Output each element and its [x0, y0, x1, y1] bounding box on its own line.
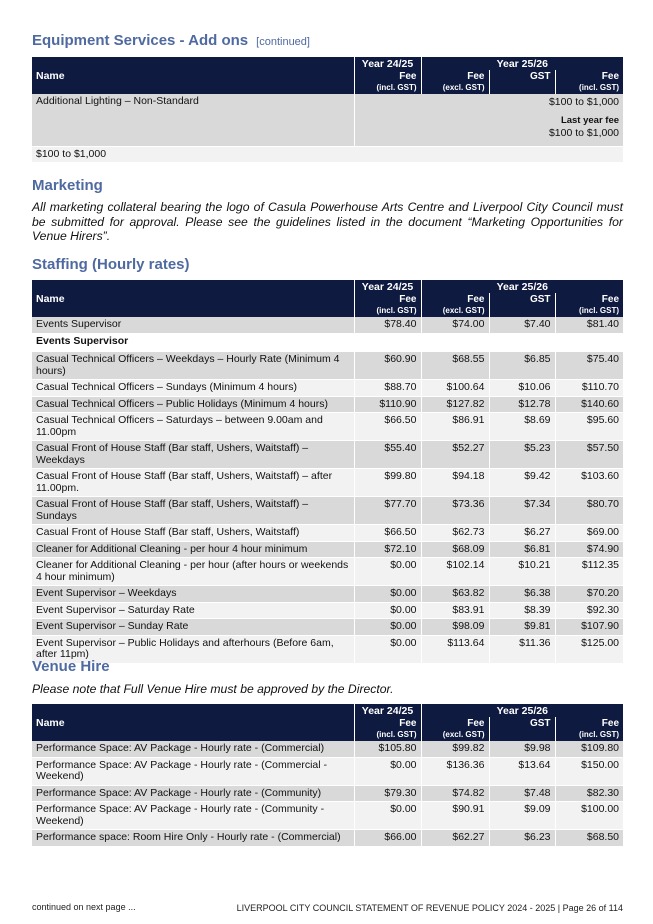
col-header-gst: GST: [489, 293, 555, 317]
footer-continued: continued on next page ...: [32, 902, 136, 912]
footer-title: LIVERPOOL CITY COUNCIL STATEMENT OF REVENUE POLICY 2024 - 2025 | Page 26 of 114: [236, 903, 623, 913]
cell-fee-excl: $113.64: [421, 635, 489, 663]
cell-fee-incl: $69.00: [555, 525, 623, 542]
cell-fee-2425: $105.80: [354, 741, 421, 757]
cell-name: Event Supervisor – Saturday Rate: [32, 602, 354, 619]
cell-gst: $8.39: [489, 602, 555, 619]
venue-title: Venue Hire: [32, 658, 110, 675]
marketing-title: Marketing: [32, 177, 103, 194]
cell-fee-excl: $68.55: [421, 352, 489, 380]
cell-fee-2425: $66.50: [354, 525, 421, 542]
cell-gst: $6.27: [489, 525, 555, 542]
cell-fee-2425: $99.80: [354, 469, 421, 497]
cell-name: Casual Front of House Staff (Bar staff, Ushers, Waitstaff) – Sundays: [32, 497, 354, 525]
cell-gst: $10.06: [489, 380, 555, 397]
row-name: Additional Lighting – Non-Standard: [32, 94, 354, 146]
continued-label: [continued]: [256, 36, 310, 48]
cell-fee-incl: $140.60: [555, 396, 623, 413]
cell-fee-excl: $74.82: [421, 785, 489, 802]
cell-name: Casual Technical Officers – Public Holidays (Minimum 4 hours): [32, 396, 354, 413]
cell-fee-incl: $103.60: [555, 469, 623, 497]
cell-fee-excl: $73.36: [421, 497, 489, 525]
cell-gst: $7.40: [489, 317, 555, 333]
col-header-name: Name: [32, 280, 354, 317]
subheading: Events Supervisor: [32, 333, 623, 352]
table-row: [32, 757, 623, 785]
col-header-name: Name: [32, 57, 354, 94]
table-row: [32, 441, 623, 469]
cell-fee-excl: $99.82: [421, 741, 489, 757]
col-header-fee-excl: Fee (excl. GST): [421, 717, 489, 741]
cell-fee-incl: $74.90: [555, 541, 623, 558]
cell-fee-incl: $75.40: [555, 352, 623, 380]
table-row: [32, 541, 623, 558]
staffing-table: [32, 280, 623, 664]
table-row: [32, 558, 623, 586]
cell-fee-excl: $68.09: [421, 541, 489, 558]
col-header-fee-excl: Fee (excl. GST): [421, 293, 489, 317]
cell-gst: $8.69: [489, 413, 555, 441]
table-row: [32, 396, 623, 413]
cell-fee-incl: $110.70: [555, 380, 623, 397]
col-header-year1: Year 24/25: [354, 57, 421, 70]
cell-name: Casual Technical Officers – Sundays (Minimum 4 hours): [32, 380, 354, 397]
table-row: [32, 413, 623, 441]
table-row: [32, 602, 623, 619]
cell-fee-incl: $107.90: [555, 619, 623, 636]
cell-fee-2425: $77.70: [354, 497, 421, 525]
table-row: [32, 525, 623, 542]
cell-gst: $12.78: [489, 396, 555, 413]
equipment-table: [32, 57, 623, 163]
cell-gst: $9.42: [489, 469, 555, 497]
cell-name: Performance Space: AV Package - Hourly rate - (Commercial - Weekend): [32, 757, 354, 785]
cell-name: Performance space: Room Hire Only - Hourly rate - (Commercial): [32, 830, 354, 847]
col-header-name: Name: [32, 704, 354, 741]
table-row: [32, 146, 623, 163]
cell-gst: $9.98: [489, 741, 555, 757]
col-header-fee-incl: Fee (incl. GST): [354, 70, 421, 94]
cell-name: Cleaner for Additional Cleaning - per hour (after hours or weekends 4 hour minimum): [32, 558, 354, 586]
cell-gst: $6.81: [489, 541, 555, 558]
marketing-text: All marketing collateral bearing the logo of Casula Powerhouse Arts Centre and Liverpool City Council must be submitted for approval. Please see the guidelines listed in the document “Marketing Opportunities for Venue Hirers”.: [32, 200, 623, 243]
col-header-fee-incl: Fee (incl. GST): [354, 717, 421, 741]
cell-fee-incl: $112.35: [555, 558, 623, 586]
cell-fee-excl: $63.82: [421, 586, 489, 603]
staffing-title: Staffing (Hourly rates): [32, 256, 190, 273]
row-below-value: $100 to $1,000: [32, 146, 623, 163]
cell-fee-excl: $102.14: [421, 558, 489, 586]
cell-name: Cleaner for Additional Cleaning - per hour 4 hour minimum: [32, 541, 354, 558]
cell-fee-excl: $94.18: [421, 469, 489, 497]
cell-fee-excl: $62.73: [421, 525, 489, 542]
cell-gst: $6.38: [489, 586, 555, 603]
cell-fee-excl: $98.09: [421, 619, 489, 636]
cell-fee-2425: $78.40: [354, 317, 421, 333]
cell-fee-incl: $125.00: [555, 635, 623, 663]
subheading-row: [32, 333, 623, 352]
cell-gst: $13.64: [489, 757, 555, 785]
cell-fee-incl: $92.30: [555, 602, 623, 619]
cell-name: Casual Front of House Staff (Bar staff, Ushers, Waitstaff) – Weekdays: [32, 441, 354, 469]
cell-name: Casual Technical Officers – Weekdays – Hourly Rate (Minimum 4 hours): [32, 352, 354, 380]
col-header-year2: Year 25/26: [421, 704, 623, 717]
cell-fee-2425: $72.10: [354, 541, 421, 558]
cell-fee-2425: $0.00: [354, 757, 421, 785]
cell-fee-2425: $79.30: [354, 785, 421, 802]
cell-fee-2425: $0.00: [354, 586, 421, 603]
table-row: [32, 317, 623, 333]
cell-fee-excl: $74.00: [421, 317, 489, 333]
col-header-fee-incl-2: Fee (incl. GST): [555, 70, 623, 94]
cell-fee-incl: $80.70: [555, 497, 623, 525]
cell-name: Event Supervisor – Public Holidays and afterhours (Before 6am, after 11pm): [32, 635, 354, 663]
cell-fee-excl: $90.91: [421, 802, 489, 830]
equipment-section-title: [32, 32, 310, 49]
table-row: [32, 586, 623, 603]
table-row: [32, 380, 623, 397]
cell-fee-incl: $150.00: [555, 757, 623, 785]
cell-fee-2425: $110.90: [354, 396, 421, 413]
cell-gst: $9.81: [489, 619, 555, 636]
cell-fee-incl: $81.40: [555, 317, 623, 333]
cell-fee-2425: $66.50: [354, 413, 421, 441]
row-fee-range: $100 to $1,000 Last year fee $100 to $1,000: [354, 94, 623, 146]
table-row: [32, 830, 623, 847]
equipment-title: Equipment Services - Add ons: [32, 32, 249, 49]
col-header-gst: GST: [489, 70, 555, 94]
cell-gst: $9.09: [489, 802, 555, 830]
cell-gst: $10.21: [489, 558, 555, 586]
cell-fee-2425: $88.70: [354, 380, 421, 397]
col-header-year1: Year 24/25: [354, 280, 421, 293]
cell-name: Performance Space: AV Package - Hourly rate - (Commercial): [32, 741, 354, 757]
cell-gst: $7.34: [489, 497, 555, 525]
col-header-fee-excl: Fee (excl. GST): [421, 70, 489, 94]
col-header-year1: Year 24/25: [354, 704, 421, 717]
cell-gst: $6.23: [489, 830, 555, 847]
cell-gst: $7.48: [489, 785, 555, 802]
table-row: [32, 469, 623, 497]
cell-name: Casual Front of House Staff (Bar staff, Ushers, Waitstaff): [32, 525, 354, 542]
cell-name: Performance Space: AV Package - Hourly rate - (Community - Weekend): [32, 802, 354, 830]
cell-fee-2425: $55.40: [354, 441, 421, 469]
cell-fee-excl: $127.82: [421, 396, 489, 413]
cell-gst: $5.23: [489, 441, 555, 469]
venue-table: [32, 704, 623, 847]
venue-text: Please note that Full Venue Hire must be approved by the Director.: [32, 682, 394, 696]
cell-fee-2425: $66.00: [354, 830, 421, 847]
cell-name: Casual Technical Officers – Saturdays – between 9.00am and 11.00pm: [32, 413, 354, 441]
table-row: [32, 94, 623, 146]
cell-name: Performance Space: AV Package - Hourly rate - (Community): [32, 785, 354, 802]
col-header-fee-incl: Fee (incl. GST): [354, 293, 421, 317]
cell-fee-excl: $52.27: [421, 441, 489, 469]
cell-fee-incl: $57.50: [555, 441, 623, 469]
cell-fee-incl: $70.20: [555, 586, 623, 603]
col-header-year2: Year 25/26: [421, 57, 623, 70]
cell-fee-2425: $0.00: [354, 619, 421, 636]
col-header-year2: Year 25/26: [421, 280, 623, 293]
cell-name: Events Supervisor: [32, 317, 354, 333]
table-row: [32, 497, 623, 525]
cell-gst: $6.85: [489, 352, 555, 380]
cell-fee-incl: $109.80: [555, 741, 623, 757]
col-header-gst: GST: [489, 717, 555, 741]
table-row: [32, 619, 623, 636]
cell-fee-excl: $62.27: [421, 830, 489, 847]
col-header-fee-incl-2: Fee (incl. GST): [555, 293, 623, 317]
cell-fee-incl: $95.60: [555, 413, 623, 441]
col-header-fee-incl-2: Fee (incl. GST): [555, 717, 623, 741]
cell-fee-2425: $60.90: [354, 352, 421, 380]
cell-fee-incl: $100.00: [555, 802, 623, 830]
cell-name: Event Supervisor – Sunday Rate: [32, 619, 354, 636]
cell-fee-incl: $82.30: [555, 785, 623, 802]
cell-name: Event Supervisor – Weekdays: [32, 586, 354, 603]
cell-gst: $11.36: [489, 635, 555, 663]
table-row: [32, 635, 623, 663]
table-row: [32, 802, 623, 830]
table-row: [32, 352, 623, 380]
cell-fee-excl: $86.91: [421, 413, 489, 441]
table-row: [32, 785, 623, 802]
cell-fee-excl: $83.91: [421, 602, 489, 619]
cell-fee-2425: $0.00: [354, 602, 421, 619]
cell-fee-incl: $68.50: [555, 830, 623, 847]
table-row: [32, 741, 623, 757]
cell-fee-excl: $100.64: [421, 380, 489, 397]
cell-fee-2425: $0.00: [354, 635, 421, 663]
cell-fee-2425: $0.00: [354, 558, 421, 586]
cell-fee-2425: $0.00: [354, 802, 421, 830]
cell-fee-excl: $136.36: [421, 757, 489, 785]
cell-name: Casual Front of House Staff (Bar staff, Ushers, Waitstaff) – after 11.00pm.: [32, 469, 354, 497]
